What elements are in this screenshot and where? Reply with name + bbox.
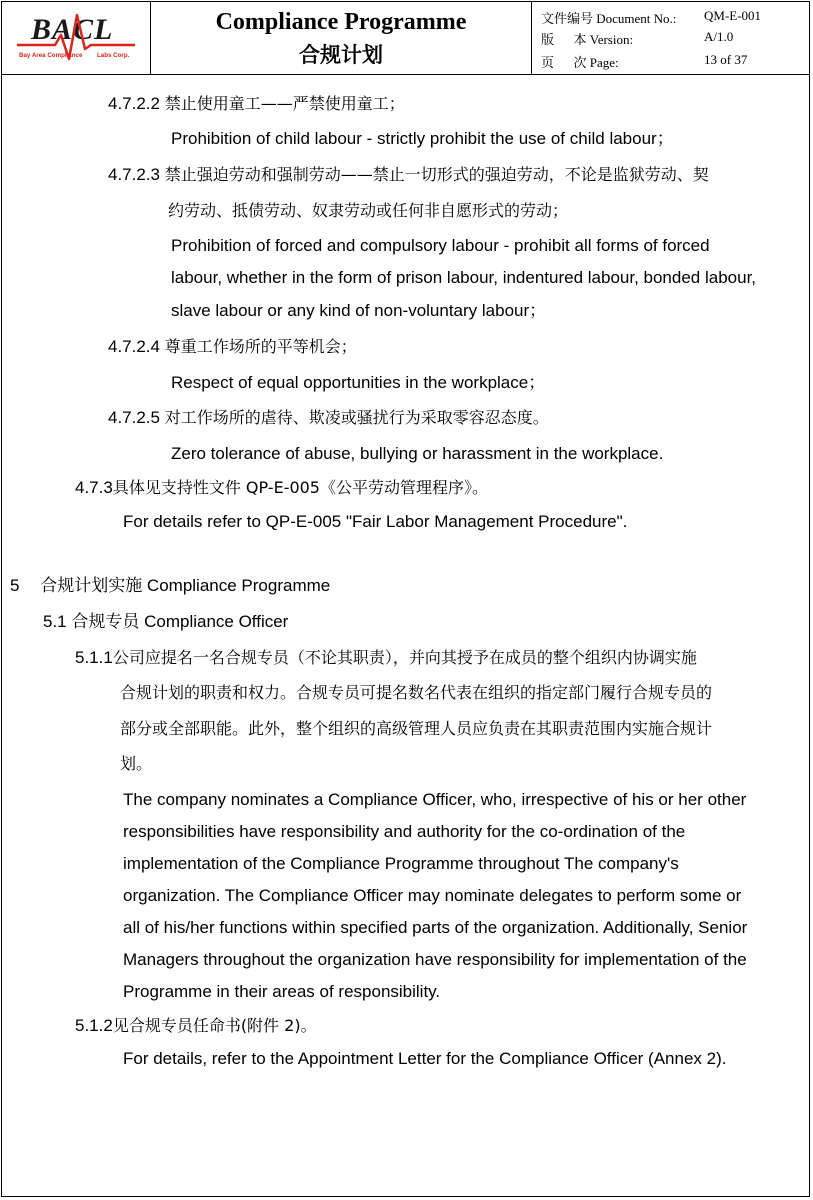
clause-text: 尊重工作场所的平等机会；: [164, 337, 357, 356]
page-value: 13 of 37: [704, 52, 748, 67]
clause-511-en-5: all of his/her functions within specified parts of the organization. Additionally, Senior: [123, 918, 748, 937]
clause-text: 公司应提名一名合规专员（不论其职责），并向其授予在成员的整个组织内协调实施: [112, 648, 697, 667]
clause-511-cn-2: 合规计划的职责和权力。合规专员可提名数名代表在组织的指定部门履行合规专员的: [120, 683, 713, 702]
clause-text: 对工作场所的虐待、欺凌或骚扰行为采取零容忍态度。: [164, 408, 549, 427]
page-row: [541, 52, 810, 72]
clause-511-cn-1: [75, 642, 697, 674]
svg-text:Labs Corp.: Labs Corp.: [97, 52, 130, 59]
document-title-en: Compliance Programme: [215, 9, 467, 35]
clause-4725-cn: [108, 402, 549, 434]
doc-no-value: QM-E-001: [704, 8, 762, 23]
section-number: 5: [10, 576, 20, 595]
doc-no-row: [541, 8, 810, 28]
doc-no-label: 文件编号 Document No.:: [541, 11, 677, 26]
title-cell: [151, 1, 532, 75]
section-51-heading: [43, 606, 288, 638]
clause-511-en-7: Programme in their areas of responsibility.: [123, 982, 441, 1001]
section-number: 5.1: [43, 612, 67, 631]
clause-text: 见合规专员任命书(附件 2)。: [112, 1016, 317, 1035]
clause-511-en-6: Managers throughout the organization have responsibility for implementation of the: [123, 950, 747, 969]
clause-473-en: For details refer to QP-E-005 "Fair Labor Management Procedure".: [123, 512, 628, 531]
clause-4722-cn: [108, 88, 405, 120]
clause-512-cn: [75, 1010, 317, 1042]
clause-number: 5.1.1: [75, 648, 113, 667]
clause-text: 具体见支持性文件 QP-E-005《公平劳动管理程序》。: [112, 478, 488, 497]
clause-number: 4.7.2.3: [108, 165, 160, 184]
clause-4724-cn: [108, 331, 357, 363]
clause-4725-en: Zero tolerance of abuse, bullying or harassment in the workplace.: [171, 444, 664, 463]
version-label: 版 本 Version:: [541, 32, 634, 47]
document-header: [1, 1, 810, 75]
document-meta: [532, 1, 810, 75]
clause-4723-en-1: Prohibition of forced and compulsory labour - prohibit all forms of forced: [171, 236, 710, 255]
section-title: 合规计划实施 Compliance Programme: [40, 576, 331, 595]
clause-511-en-1: The company nominates a Compliance Officer, who, irrespective of his or her other: [123, 790, 747, 809]
clause-number: 4.7.2.2: [108, 94, 160, 113]
svg-text:BACL: BACL: [31, 13, 114, 46]
clause-number: 4.7.3: [75, 478, 113, 497]
clause-number: 4.7.2.4: [108, 337, 160, 356]
version-row: [541, 29, 810, 49]
section-5-heading: [10, 570, 330, 602]
clause-511-en-3: implementation of the Compliance Programme throughout The company's: [123, 854, 679, 873]
clause-4724-en: Respect of equal opportunities in the workplace；: [171, 373, 546, 392]
clause-text: 禁止强迫劳动和强制劳动——禁止一切形式的强迫劳动，不论是监狱劳动、契: [164, 165, 709, 184]
logo-cell: [1, 1, 151, 75]
clause-512-en: For details, refer to the Appointment Letter for the Compliance Officer (Annex 2).: [123, 1049, 727, 1068]
clause-511-cn-3: 部分或全部职能。此外，整个组织的高级管理人员应负责在其职责范围内实施合规计: [120, 719, 713, 738]
clause-4723-en-3: slave labour or any kind of non-voluntary labour；: [171, 301, 547, 320]
logo-subtext: Bay Area Compliance: [19, 52, 83, 59]
clause-4723-en-2: labour, whether in the form of prison labour, indentured labour, bonded labour,: [171, 268, 757, 287]
clause-text: 禁止使用童工——严禁使用童工；: [164, 94, 405, 113]
clause-511-en-4: organization. The Compliance Officer may nominate delegates to perform some or: [123, 886, 742, 905]
clause-number: 5.1.2: [75, 1016, 113, 1035]
clause-number: 4.7.2.5: [108, 408, 160, 427]
clause-511-cn-4: 划。: [120, 754, 153, 773]
clause-473-cn: [75, 472, 488, 504]
document-title-cn: 合规计划: [299, 43, 383, 67]
version-value: A/1.0: [704, 29, 734, 44]
clause-4723-cn-2: 约劳动、抵债劳动、奴隶劳动或任何非自愿形式的劳动；: [168, 201, 569, 220]
clause-4723-cn-1: [108, 159, 709, 191]
page-label: 页 次 Page:: [541, 55, 619, 70]
bacl-logo: [15, 7, 137, 67]
clause-511-en-2: responsibilities have responsibility and authority for the co-ordination of the: [123, 822, 686, 841]
clause-4722-en: Prohibition of child labour - strictly prohibit the use of child labour；: [171, 129, 674, 148]
section-title: 合规专员 Compliance Officer: [71, 612, 289, 631]
